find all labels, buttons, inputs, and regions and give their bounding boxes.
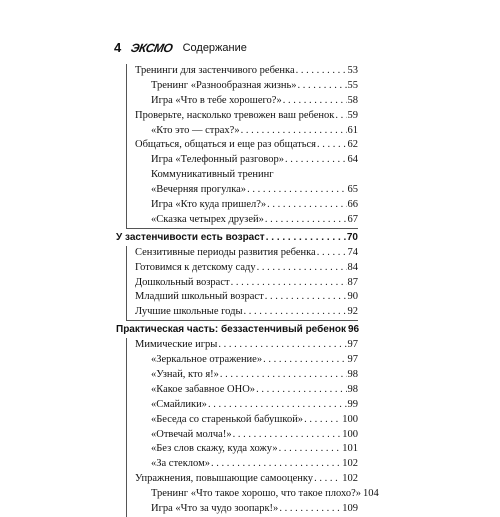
toc-entry: Игра «Кто куда пришел?» . . . 66 <box>127 198 358 213</box>
toc-entry: «Смайлики» . . . 99 <box>127 398 358 413</box>
toc-entry: Проверьте, насколько тревожен ваш ребенок . . . 59 <box>127 109 358 124</box>
toc-group-b <box>126 246 358 320</box>
toc-entry: «Сказка четырех друзей» . . . 67 <box>127 213 358 228</box>
toc-entry: Лучшие школьные годы . . . 92 <box>127 305 358 320</box>
toc-entry: «Кто это — страх?» . . . 61 <box>127 124 358 139</box>
toc-entry: Игра «Что за чудо зоопарк!» . . . 109 <box>127 502 358 517</box>
page-number: 4 <box>114 40 122 55</box>
toc-entry: Общаться, общаться и еще раз общаться . . . 62 <box>127 138 358 153</box>
toc-entry: Мимические игры . . . 97 <box>127 338 358 353</box>
toc-entry: «За стеклом» . . . 102 <box>127 457 358 472</box>
toc-section-heading: Практическая часть: беззастенчивый ребенок 96 <box>116 324 360 336</box>
toc-entry: «Без слов скажу, куда хожу» . . . 101 <box>127 442 358 457</box>
toc-entry: Сензитивные периоды развития ребенка . . . 74 <box>127 246 358 261</box>
toc-entry: Тренинги для застенчивого ребенка . . . 53 <box>127 64 358 79</box>
publisher-logo: ЭКСМО <box>130 40 174 55</box>
running-title: Содержание <box>182 41 247 54</box>
page-header <box>114 40 247 55</box>
toc-entry: «Вечерняя прогулка» . . . 65 <box>127 183 358 198</box>
toc-entry: «Отвечай молча!» . . . 100 <box>127 428 358 443</box>
toc-entry: Игра «Что в тебе хорошего?» . . . 58 <box>127 94 358 109</box>
toc-entry: Тренинг «Разнообразная жизнь» . . . 55 <box>127 79 358 94</box>
toc-entry: Коммуникативный тренинг <box>151 169 274 181</box>
toc-entry: Игра «Телефонный разговор» . . . 64 <box>127 153 358 168</box>
toc-entry: «Зеркальное отражение» . . . 97 <box>127 353 358 368</box>
toc-entry: Упражнения, повышающие самооценку . . . 102 <box>127 472 358 487</box>
table-of-contents <box>116 64 379 517</box>
toc-section-heading: У застенчивости есть возраст . . . 70 <box>116 229 358 246</box>
toc-entry: «Какое забавное ОНО» . . . 98 <box>127 383 358 398</box>
toc-entry: «Узнай, кто я!» . . . 98 <box>127 368 358 383</box>
toc-group-c <box>126 338 379 517</box>
toc-group-a <box>126 64 358 228</box>
toc-entry: «Беседа со старенькой бабушкой» . . . 100 <box>127 413 358 428</box>
toc-entry: Дошкольный возраст . . . 87 <box>127 276 358 291</box>
toc-entry: Тренинг «Что такое хорошо, что такое плохо?» 104 <box>151 488 379 500</box>
toc-entry: Младший школьный возраст . . . 90 <box>127 290 358 305</box>
toc-entry: Готовимся к детскому саду . . . 84 <box>127 261 358 276</box>
